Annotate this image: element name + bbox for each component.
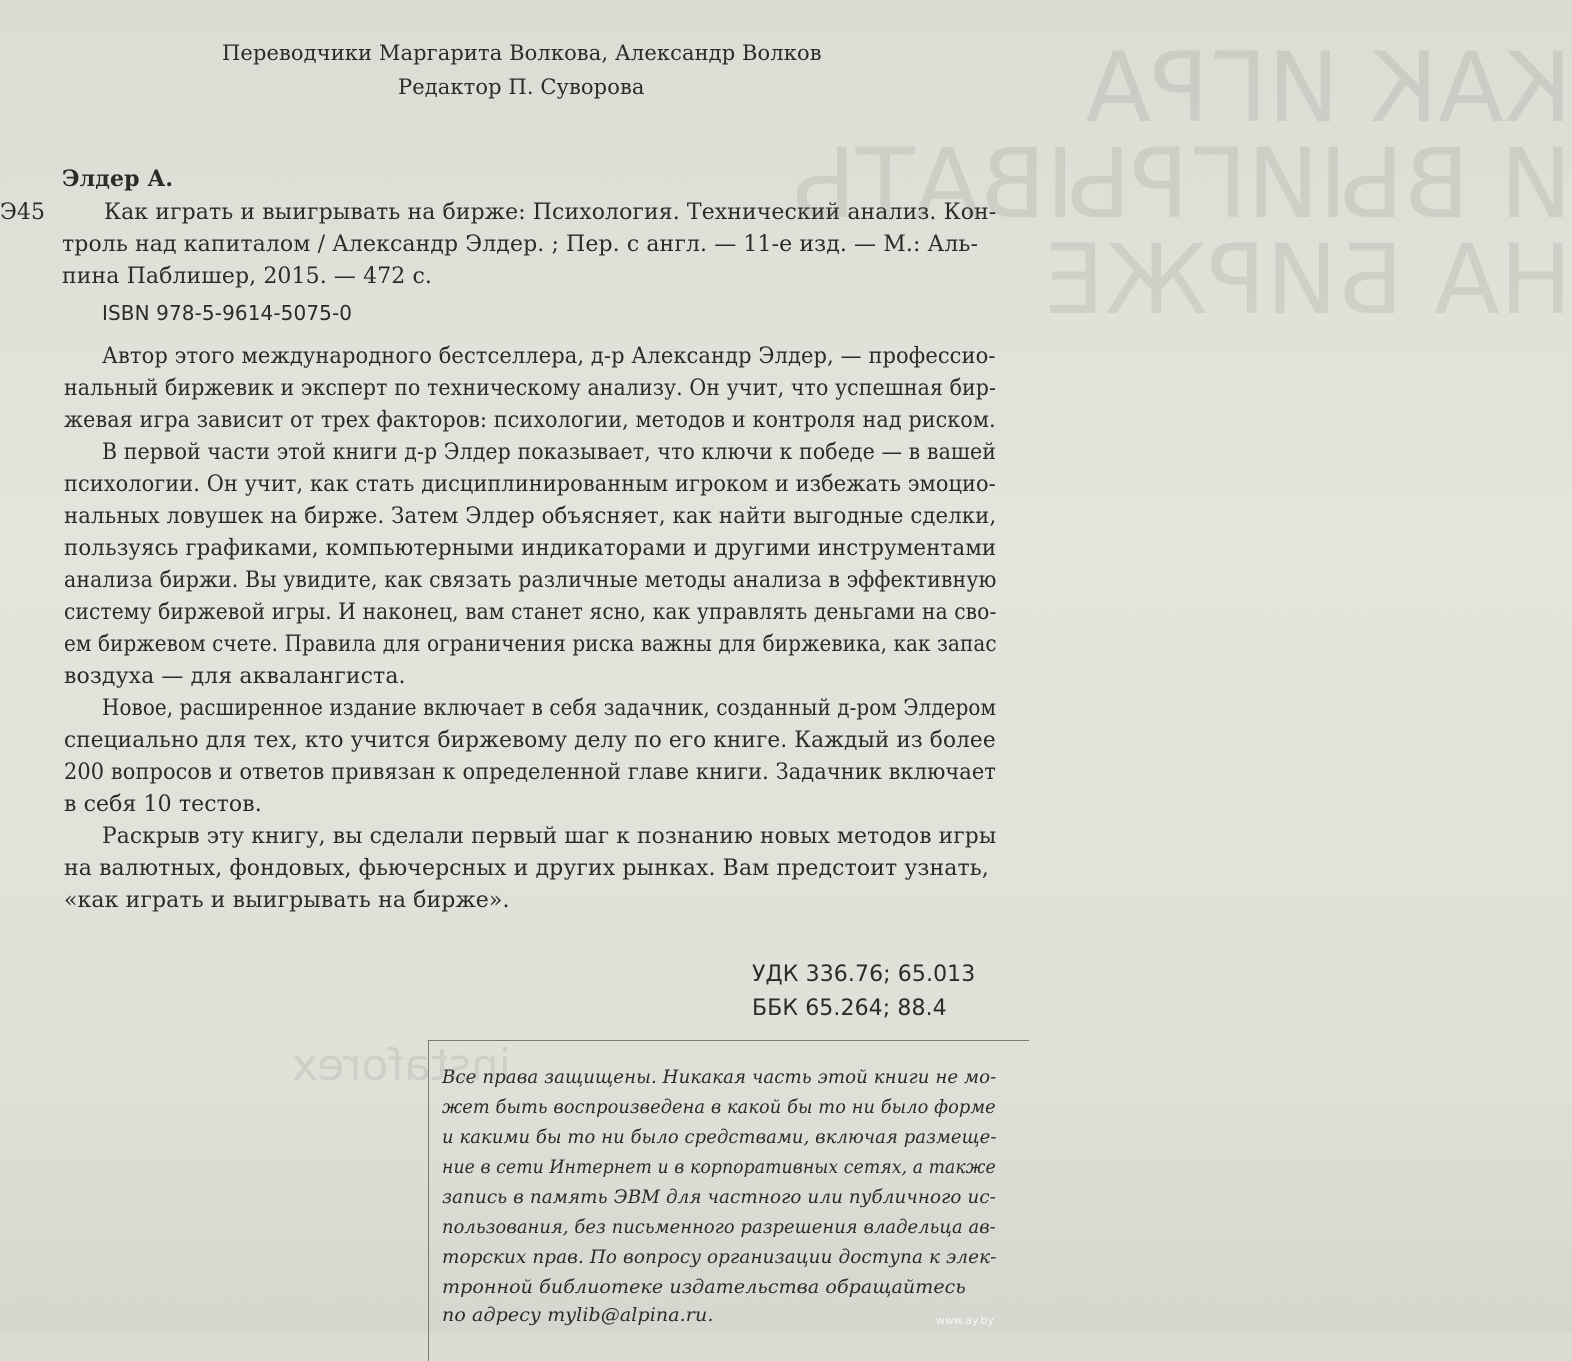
- abstract-line: психологии. Он учит, как стать дисциплинированным игроком и избежать эмоцио-: [64, 472, 996, 497]
- rights-notice-line: пользования, без письменного разрешения владельца ав-: [442, 1216, 996, 1238]
- rights-notice-line: торских прав. По вопросу организации доступа к элек-: [442, 1246, 997, 1268]
- translators-line: Переводчики Маргарита Волкова, Александр Волков: [222, 41, 822, 65]
- abstract-line: жевая игра зависит от трех факторов: психологии, методов и контроля над риском.: [64, 408, 996, 433]
- abstract-line: 200 вопросов и ответов привязан к определенной главе книги. Задачник включает: [64, 760, 996, 785]
- catalog-description-line: пина Паблишер, 2015. — 472 с.: [62, 264, 432, 289]
- rights-notice-line: тронной библиотеке издательства обращайтесь: [442, 1276, 966, 1298]
- abstract-line: «как играть и выигрывать на бирже».: [64, 888, 510, 913]
- abstract-line: в себя 10 тестов.: [64, 792, 262, 817]
- abstract-line: ем биржевом счете. Правила для ограничения риска важны для биржевика, как запас: [64, 632, 997, 657]
- catalog-author: Элдер А.: [62, 166, 174, 192]
- abstract-line: воздуха — для аквалангиста.: [64, 664, 406, 689]
- abstract-line: Автор этого международного бестселлера, д-р Александр Элдер, — профессио-: [102, 344, 996, 369]
- abstract-line: Новое, расширенное издание включает в себя задачник, созданный д-ром Элдером: [102, 696, 997, 721]
- rights-notice-line: запись в память ЭВМ для частного или публичного ис-: [442, 1186, 996, 1208]
- rights-notice-line: Все права защищены. Никакая часть этой книги не мо-: [442, 1066, 997, 1088]
- abstract-line: пользуясь графиками, компьютерными индикаторами и другими инструментами: [64, 536, 997, 561]
- watermark: www.ay.by: [935, 1314, 994, 1327]
- abstract-line: нальных ловушек на бирже. Затем Элдер объясняет, как найти выгодные сделки,: [64, 504, 997, 529]
- abstract-line: нальный биржевик и эксперт по техническому анализу. Он учит, что успешная бир-: [64, 376, 997, 401]
- catalog-description-line: троль над капиталом / Александр Элдер. ; Пер. с англ. — 11-е изд. — М.: Аль-: [62, 232, 979, 257]
- abstract-line: анализа биржи. Вы увидите, как связать различные методы анализа в эффективную: [64, 568, 997, 593]
- abstract-line: В первой части этой книги д-р Элдер показывает, что ключи к победе — в вашей: [102, 440, 997, 465]
- rights-notice-line: ние в сети Интернет и в корпоративных сетях, а также: [442, 1156, 996, 1178]
- bbk-index: ББК 65.264; 88.4: [752, 996, 947, 1021]
- isbn: ISBN 978-5-9614-5075-0: [102, 301, 353, 325]
- catalog-code: Э45: [0, 200, 46, 225]
- udk-index: УДК 336.76; 65.013: [752, 962, 976, 987]
- show-through-title: КАК ИГРА И ВЫИГРЫВАТЬ НА БИРЖЕ: [790, 32, 1572, 336]
- abstract-line: на валютных, фондовых, фьючерсных и других рынках. Вам предстоит узнать,: [64, 856, 989, 881]
- rights-notice-line: жет быть воспроизведена в какой бы то ни было форме: [442, 1096, 996, 1118]
- abstract-line: систему биржевой игры. И наконец, вам станет ясно, как управлять деньгами на сво-: [64, 600, 997, 625]
- abstract-line: Раскрыв эту книгу, вы сделали первый шаг к познанию новых методов игры: [102, 824, 997, 849]
- abstract-line: специально для тех, кто учится биржевому делу по его книге. Каждый из более: [64, 728, 996, 753]
- show-through-logo: instaforex: [292, 1040, 512, 1091]
- editor-line: Редактор П. Суворова: [398, 75, 645, 99]
- rights-notice-line: по адресу mylib@alpina.ru.: [442, 1304, 714, 1326]
- rights-notice-line: и какими бы то ни было средствами, включая размеще-: [442, 1126, 997, 1148]
- catalog-description-line: Как играть и выигрывать на бирже: Психология. Технический анализ. Кон-: [104, 200, 997, 225]
